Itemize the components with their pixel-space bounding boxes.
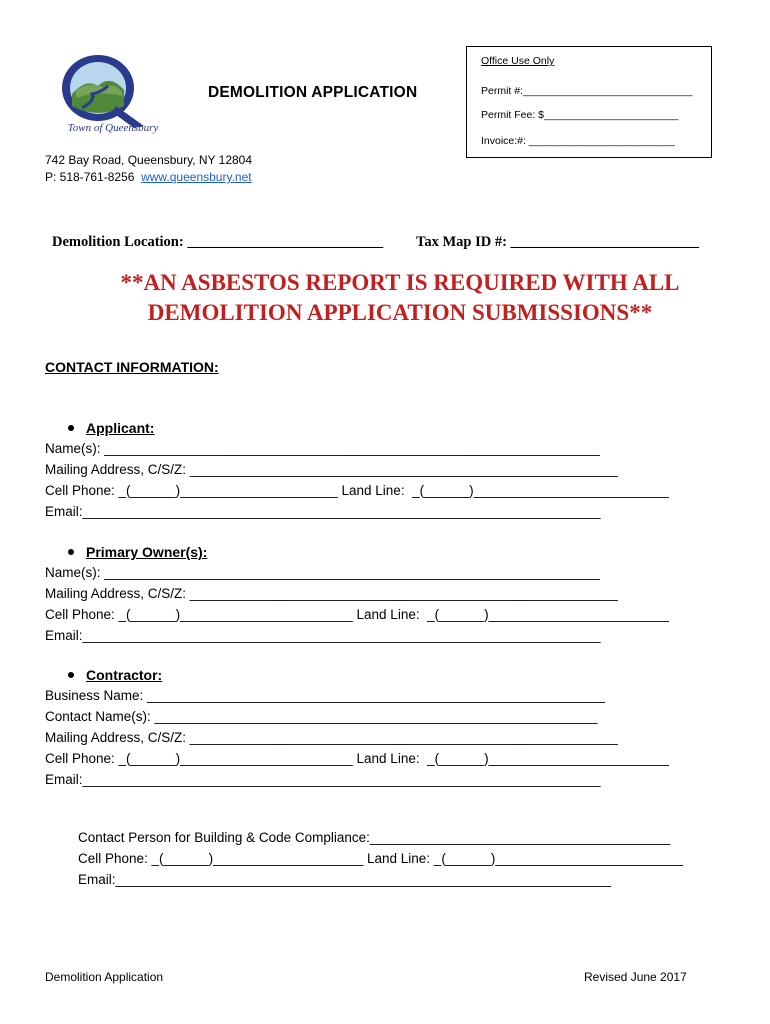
contact-information-heading: CONTACT INFORMATION: [45, 359, 219, 375]
applicant-mailing-field[interactable]: Mailing Address, C/S/Z: _________________________________________________________ [45, 462, 618, 477]
compliance-phones-field[interactable]: Cell Phone: _(______)____________________ Land Line: _(______)_________________________ [78, 851, 684, 866]
permit-fee-field[interactable]: Permit Fee: $_______________________ [481, 109, 679, 121]
compliance-person-field[interactable]: Contact Person for Building & Code Compliance:________________________________________ [78, 830, 671, 845]
applicant-names-field[interactable]: Name(s): __________________________________________________________________ [45, 441, 600, 456]
address-line: 742 Bay Road, Queensbury, NY 12804 [45, 153, 253, 167]
compliance-email-field[interactable]: Email:__________________________________________________________________ [78, 872, 612, 887]
office-use-heading: Office Use Only [481, 55, 555, 67]
queensbury-q-logo-icon [52, 50, 174, 130]
demolition-location-field[interactable]: Demolition Location: ___________________________ [52, 234, 384, 250]
bullet-icon [68, 549, 74, 555]
phone-number: P: 518-761-8256 [45, 170, 135, 184]
contractor-business-field[interactable]: Business Name: _____________________________________________________________ [45, 688, 606, 703]
permit-number-field[interactable]: Permit #:_____________________________ [481, 85, 693, 97]
website-link[interactable]: www.queensbury.net [141, 170, 252, 184]
primary-owner-heading: Primary Owner(s): [68, 544, 207, 560]
logo-caption: Town of Queensbury [67, 122, 159, 134]
bullet-icon [68, 425, 74, 431]
applicant-email-field[interactable]: Email:_____________________________________________________________________ [45, 504, 601, 519]
office-use-box [466, 46, 712, 158]
owner-phones-field[interactable]: Cell Phone: _(______)_______________________ Land Line: _(______)________________________ [45, 607, 669, 622]
warning-line-1: **AN ASBESTOS REPORT IS REQUIRED WITH ALL [120, 270, 680, 295]
contractor-mailing-field[interactable]: Mailing Address, C/S/Z: _________________________________________________________ [45, 730, 618, 745]
town-address [45, 152, 252, 186]
footer-revision-date: Revised June 2017 [584, 970, 687, 984]
owner-mailing-field[interactable]: Mailing Address, C/S/Z: _________________________________________________________ [45, 586, 618, 601]
warning-line-2: DEMOLITION APPLICATION SUBMISSIONS** [147, 300, 653, 325]
asbestos-warning [40, 268, 760, 328]
phone-and-website [45, 169, 252, 186]
tax-map-id-field[interactable]: Tax Map ID #: __________________________ [416, 234, 700, 250]
contractor-contact-names-field[interactable]: Contact Name(s): ___________________________________________________________ [45, 709, 598, 724]
bullet-icon [68, 672, 74, 678]
applicant-phones-field[interactable]: Cell Phone: _(______)_____________________ Land Line: _(______)__________________________ [45, 483, 669, 498]
contractor-email-field[interactable]: Email:_____________________________________________________________________ [45, 772, 601, 787]
owner-email-field[interactable]: Email:_____________________________________________________________________ [45, 628, 601, 643]
contractor-phones-field[interactable]: Cell Phone: _(______)_______________________ Land Line: _(______)________________________ [45, 751, 669, 766]
invoice-number-field[interactable]: Invoice:#: _________________________ [481, 135, 675, 147]
contractor-heading: Contractor: [68, 667, 162, 683]
footer-document-name: Demolition Application [45, 970, 164, 984]
owner-names-field[interactable]: Name(s): __________________________________________________________________ [45, 565, 600, 580]
applicant-heading: Applicant: [68, 420, 154, 436]
document-title: DEMOLITION APPLICATION [208, 84, 418, 101]
